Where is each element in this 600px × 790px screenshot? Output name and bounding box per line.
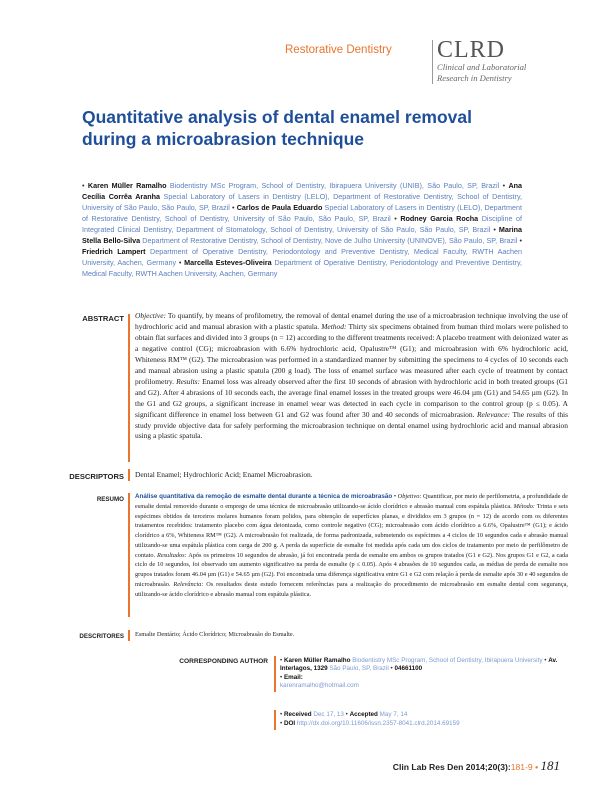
- author-bullet: •: [178, 258, 185, 267]
- descritores-divider: [128, 630, 130, 641]
- doi-label: DOI: [283, 719, 296, 727]
- resumo-objective: Quantificar, por meio de perfilometria, a profundidade de esmalte dental removido durante o emprego de uma técnica de microabrasão utilizando-se ácido clorídrico e abrasão manual com espátula plástica.: [135, 493, 568, 510]
- author-bullet: •: [493, 225, 499, 234]
- descriptors-text: Dental Enamel; Hydrochloric Acid; Enamel Microabrasion.: [135, 470, 313, 479]
- resumo-label: RESUMO: [96, 496, 124, 503]
- author-name: Marina Stella Bello-Silva: [82, 225, 522, 245]
- author-name: Carlos de Paula Eduardo: [236, 203, 323, 212]
- doi-link[interactable]: http://dx.doi.org/10.11606/issn.2357-8041.clrd.2014.69159: [296, 719, 460, 727]
- journal-logo-mark: CLRD: [437, 37, 506, 63]
- author-bullet: •: [502, 181, 509, 190]
- author-affiliation: Department of Operative Dentistry, Periodontology and Preventive Dentistry, Medical Faculty, RWTH Aachen University, Aachen, Germany: [82, 258, 523, 278]
- abstract-method-label: Method:: [321, 321, 347, 331]
- author-name: Rodney Garcia Rocha: [400, 214, 479, 223]
- resumo-results-label: Resultados:: [156, 551, 187, 559]
- accepted-label: Accepted: [349, 711, 378, 718]
- corresponding-city: São Paulo, SP, Brazil: [329, 665, 389, 673]
- resumo-text: Análise quantitativa da remoção de esmalte dental durante a técnica de microabrasão • Objetivo: Quantificar, por meio de perfilometria, a profundidade de esmalte dental removido durante o emprego de uma técnica de microabrasão utilizando-se ácido clorídrico e abrasão manual com espátula plástica. Método: Trinta e seis espécimes obtidos de terceiros molares humanos foram polidos, para obtenção de superfícies planas, e divididos em 3 grupos (n = 12) de acordo com os diferentes tratamentos recebidos: tratamento placebo com água deionizada, como controle negativo (CG); microabrasão com ácido clorídrico a 6.6%, Opalustre™ (G1); e ácido clorídrico a 6%, Whiteness RM™ (G2). A microabrasão foi realizada, de forma padronizada, submetendo os espécimes a 4 ciclos de 10 segundos cada e abrasão manual utilizando-se uma espátula plástica com carga de 200 g. A perda da superfície de esmalte foi medida após cada um dos ciclos de tratamento por meio de perfilômetro de contato. Resultados: Após os primeiros 10 segundos de abrasão, já foi encontrada perda de esmalte em ambos os grupos tratados (G1 e G2). Nos grupos G1 e G2, a cada ciclo de 10 segundos, foi observado um aumento significativo na perda de esmalte (p ≤ 0.05). Após 4 abrasões de 10 segundos cada, as médias de perda de esmalte nos grupos tratados foram 46.04 µm (G1) e 54.65 µm (G2). Foi encontrada uma diferença significativa entre G1 e G2 com relação à perda de esmalte após 30 e 40 segundos de microabrasão. Relevância: Os resultados deste estudo fornecem referências para a realização do procedimento de microabrasão em esmalte dental com segurança, utilizando-se ácido clorídrico e abrasão manual com espátula plástica.: [135, 493, 569, 598]
- section-label: Restorative Dentistry: [285, 44, 392, 56]
- email-link[interactable]: karenramalho@hotmail.com: [280, 682, 359, 690]
- resumo-title: Análise quantitativa da remoção de esmalte dental durante a técnica de microabrasão: [135, 493, 393, 500]
- journal-name-line2: Research in Dentistry: [437, 73, 512, 83]
- footer-pages: 181-9: [510, 762, 533, 772]
- resumo-objective-label: Objetivo:: [397, 493, 422, 500]
- dates-divider: [274, 710, 276, 730]
- header-divider: [432, 40, 433, 84]
- author-affiliation: Special Laboratory of Lasers in Dentistry (LELO), Department of Restorative Dentistry, School of Dentistry, University of São Paulo, São Paulo, SP, Brazil: [82, 192, 522, 212]
- abstract-results-label: Results:: [176, 376, 201, 386]
- resumo-divider: [128, 493, 130, 617]
- abstract-objective: To quantify, by means of profilometry, the removal of dental enamel during the use of a microabrasion technique involving the use of hydrochloric acid and manual abrasion with a plastic spatula.: [135, 311, 568, 331]
- dates-block: • Received Dec 17, 13 • Accepted May 7, 14 • DOI http://dx.doi.org/10.11606/issn.2357-8041.clrd.2014.69159: [280, 711, 460, 727]
- author-bullet: •: [394, 214, 401, 223]
- resumo-relevance: Os resultados deste estudo fornecem referências para a realização do procedimento de microabrasão em esmalte dental com segurança, utilizando-se ácido clorídrico e abrasão manual com espátula plástica.: [135, 580, 568, 598]
- author-affiliation: Department of Operative Dentistry, Periodontology and Preventive Dentistry, Medical Faculty, RWTH Aachen University, Aachen, Germany: [82, 247, 523, 267]
- received-date: Dec 17, 13: [313, 711, 344, 718]
- abstract-relevance-label: Relevance:: [477, 409, 511, 419]
- corresponding-author-block: • Karen Müller Ramalho Biodentistry MSc Program, School of Dentistry, Ibirapuera University • Av. Interlagos, 1329 São Paulo, SP, Brazil • 04661100 • Email: karenramalho@hotmail.com: [280, 657, 558, 690]
- footer-citation: Clin Lab Res Den 2014;20(3):: [392, 762, 511, 772]
- abstract-text: [135, 311, 568, 442]
- author-bullet: •: [519, 236, 523, 245]
- author-bullet: •: [232, 203, 237, 212]
- corresponding-author-label: CORRESPONDING AUTHOR: [179, 658, 268, 665]
- author-affiliation: Special Laboratory of Lasers in Dentistry (LELO), Department of Restorative Dentistry, School of Dentistry, University of São Paulo, São Paulo, SP, Brazil: [82, 203, 522, 223]
- abstract-objective-label: Objective:: [135, 311, 166, 320]
- received-label: Received: [283, 711, 312, 718]
- author-affiliation: Discipline of Integrated Clinical Dentistry, Department of Stomatology, School of Dentistry, University of São Paulo, São Paulo, SP, Brazil: [82, 214, 523, 234]
- author-affiliation: Department of Restorative Dentistry, School of Dentistry, Nove de Julho University (UNINOVE), São Paulo, SP, Brazil: [142, 236, 518, 245]
- corresponding-affiliation: Biodentistry MSc Program, School of Dentistry, Ibirapuera University: [352, 657, 543, 664]
- author-name: Marcella Esteves-Oliveira: [184, 258, 272, 267]
- corresponding-divider: [274, 656, 276, 692]
- footer-separator: •: [535, 762, 539, 772]
- descritores-text: Esmalte Dentário; Ácido Clorídrico; Microabrasão do Esmalte.: [135, 631, 295, 638]
- abstract-divider: [128, 314, 130, 462]
- corresponding-zip: 04661100: [394, 665, 423, 673]
- descriptors-label: DESCRIPTORS: [69, 472, 124, 481]
- author-name: Ana Cecília Corrêa Aranha: [82, 181, 523, 201]
- author-list: [82, 180, 522, 279]
- descritores-label: DESCRITORES: [79, 633, 124, 640]
- abstract-results: Enamel loss was already observed after the first 10 seconds of abrasion with hydrochloric acid in both treated groups (G1 and G2). After 4 abrasions of 10 seconds each, the average final enamel losses in the treated groups were 46.04 µm (G1) and 54.65 µm (G2). In the G1 and G2 groups, a significant increase in enamel wear was detected in each cycle in comparison to the control group (p ≤ 0.05). A significant difference in enamel loss between G1 and G2 was found after 30 and 40 seconds of microabrasion.: [135, 376, 569, 419]
- author-name: Karen Müller Ramalho: [87, 181, 167, 190]
- resumo-method-label: Método:: [513, 502, 536, 510]
- journal-name-line1: Clinical and Laboratorial: [437, 62, 527, 72]
- resumo-relevance-label: Relevância:: [173, 580, 204, 588]
- corresponding-address-number: 1329: [313, 665, 328, 673]
- journal-logo: [437, 38, 577, 90]
- author-affiliation: Biodentistry MSc Program, School of Dentistry, Ibirapuera University (UNIB), São Paulo, SP, Brazil: [169, 181, 500, 190]
- page-number: 181: [540, 758, 560, 773]
- corresponding-name: Karen Müller Ramalho: [283, 657, 351, 664]
- descriptors-divider: [128, 469, 130, 481]
- corresponding-address-label: Av. Interlagos,: [280, 657, 558, 673]
- resumo-method: Trinta e seis espécimes obtidos de terceiros molares humanos foram polidos, para obtenção de superfícies planas, e divididos em 3 grupos (n = 12) de acordo com os diferentes tratamentos recebidos: tratamento placebo com água deionizada, como controle negativo (CG); microabrasão com ácido clorídrico a 6.6%, Opalustre™ (G1); e ácido clorídrico a 6%, Whiteness RM™ (G2). A microabrasão foi realizada, de forma padronizada, submetendo os espécimes a 4 ciclos de 10 segundos cada e abrasão manual utilizando-se uma espátula plástica com carga de 200 g. A perda da superfície de esmalte foi medida após cada um dos ciclos de tratamento por meio de perfilômetro de contato.: [135, 502, 568, 559]
- author-name: Friedrich Lampert: [82, 247, 146, 256]
- article-title: Quantitative analysis of dental enamel removal during a microabrasion technique: [82, 107, 472, 149]
- abstract-method: Thirty six specimens obtained from human third molars were polished to obtain flat surfaces and divided into 3 groups (n = 12) according to the different treatments received: A placebo treatment with deionized water as a negative control (CG); microabrasion with 6.6% hydrochloric acid, Opalustre™ (G1); and microabrasion with 6% hydrochloric acid, Whiteness RM™ (G2). The microabrasion was performed in a standardized manner by submitting the specimens to 4 cycles of 10 seconds each and manual abrasion using a plastic spatula (200 g load). The loss of enamel surface was measured after each cycle of treatment by contact profilometry.: [135, 321, 569, 386]
- resumo-results: Após os primeiros 10 segundos de abrasão, já foi encontrada perda de esmalte em ambos os grupos tratados (G1 e G2). Nos grupos G1 e G2, a cada ciclo de 10 segundos, foi observado um aumento significativo na perda de esmalte (p ≤ 0.05). Após 4 abrasões de 10 segundos cada, as médias de perda de esmalte nos grupos tratados foram 46.04 µm (G1) e 54.65 µm (G2). Foi encontrada uma diferença significativa entre G1 e G2 com relação à perda de esmalte após 30 e 40 segundos de microabrasão.: [135, 551, 569, 588]
- accepted-date: May 7, 14: [379, 711, 408, 718]
- abstract-label: ABSTRACT: [82, 314, 124, 323]
- page-footer: [393, 758, 560, 774]
- email-label: Email:: [283, 673, 303, 681]
- author-bullet: •: [82, 181, 88, 190]
- abstract-relevance: The results of this study provide objective data for safely performing the microabrasion technique on dental enamel using hydrochloric acid and manual abrasion using a plastic spatula.: [135, 409, 569, 441]
